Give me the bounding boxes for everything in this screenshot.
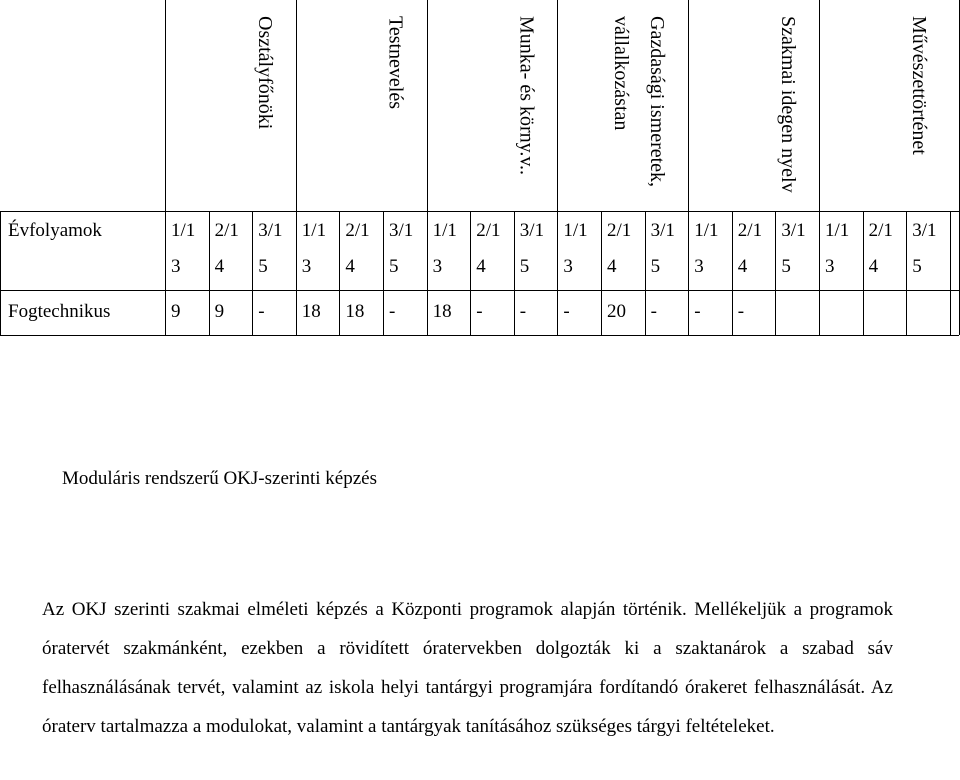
table-rule [470,211,471,335]
grade-cell: 3/1 5 [258,220,283,277]
grade-cell: 2/1 4 [345,220,370,277]
table-rule [0,211,1,335]
table-rule [296,211,297,335]
grade-cell: 1/1 3 [563,220,588,277]
subject-label: Szakmai idegen nyelv [776,16,799,193]
subject-label: Testnevelés [384,16,407,110]
subject-header [820,0,949,211]
grade-cell: 2/1 4 [476,220,501,277]
data-cell: - [563,301,570,322]
table-rule [819,0,820,211]
table-rule [688,211,689,335]
table-rule [427,0,428,211]
subject-header [428,0,557,211]
body-paragraph: Az OKJ szerinti szakmai elméleti képzés a Központi programok alapján történik. Mellékeljük a programok óratervét szakmánként, ezekben a rövidített óratervekben dolgozták ki a szaktanárok a szabad sáv felhasználásának tervét, valamint az iskola helyi tantárgyi programjára fordítandó órakeret felhasználását. Az óraterv tartalmazza a modulokat, valamint a tantárgyak tanításához szükséges tárgyi feltételeket. [42,599,893,737]
subject-header [689,0,818,211]
table-rule [775,211,776,335]
table-rule [383,211,384,335]
table-rule [863,211,864,335]
data-cell: - [694,301,701,322]
grade-cell: 3/1 5 [389,220,414,277]
table-rule [906,211,907,335]
data-cell: 9 [214,301,225,322]
subject-label: Munka- és körny.v.. [515,16,538,176]
table-rule [252,211,253,335]
data-cell: 18 [301,301,321,322]
grade-cell: 3/1 5 [781,220,806,277]
row-label-evfolyamok: Évfolyamok [8,220,102,241]
table-rule [0,211,959,212]
grade-cell: 1/1 3 [301,220,327,277]
grade-cell: 2/1 4 [607,220,632,277]
data-cell: - [389,301,396,322]
table-rule [165,211,166,335]
grade-cell: 3/1 5 [650,220,675,277]
table-rule [688,0,689,211]
table-rule [165,0,166,211]
subject-label: Gazdasági ismeretek, vállalkozástan [610,16,669,188]
data-cell: 9 [171,301,181,322]
grade-cell: 1/1 3 [432,220,457,277]
table-rule [339,211,340,335]
subject-header [297,0,426,211]
grade-cell: 2/1 4 [214,220,239,277]
data-cell: - [258,301,265,322]
table-rule [732,211,733,335]
data-cell: - [737,301,745,322]
table-rule [514,211,515,335]
data-cell: 18 [345,301,365,322]
data-cell: - [650,301,657,322]
subject-label: Osztályfőnöki [253,16,276,130]
grade-cell: 1/1 3 [825,220,850,277]
data-cell: - [476,301,483,322]
table-rule [601,211,602,335]
table-rule [209,211,210,335]
data-cell: - [519,301,527,322]
grade-cell: 2/1 4 [737,220,763,277]
subject-label: Művészettörténet [907,16,930,155]
grade-cell: 3/1 5 [519,220,545,277]
table-rule [427,211,428,335]
data-cell: 18 [432,301,452,322]
table-rule [950,211,951,335]
table-rule [296,0,297,211]
grade-cell: 1/1 3 [171,220,196,277]
row-label-fogtechnikus: Fogtechnikus [8,301,111,322]
table-rule [0,335,959,336]
table-rule [557,0,558,211]
data-cell: 20 [607,301,626,322]
subject-header [558,0,687,211]
grade-cell: 3/1 5 [912,220,937,277]
section-heading: Moduláris rendszerű OKJ-szerinti képzés [62,468,377,489]
table-rule [0,290,959,291]
subject-header [166,0,295,211]
table-rule [819,211,820,335]
grade-cell: 2/1 4 [868,220,893,277]
grade-cell: 1/1 3 [694,220,719,277]
table-rule [645,211,646,335]
table-rule [557,211,558,335]
